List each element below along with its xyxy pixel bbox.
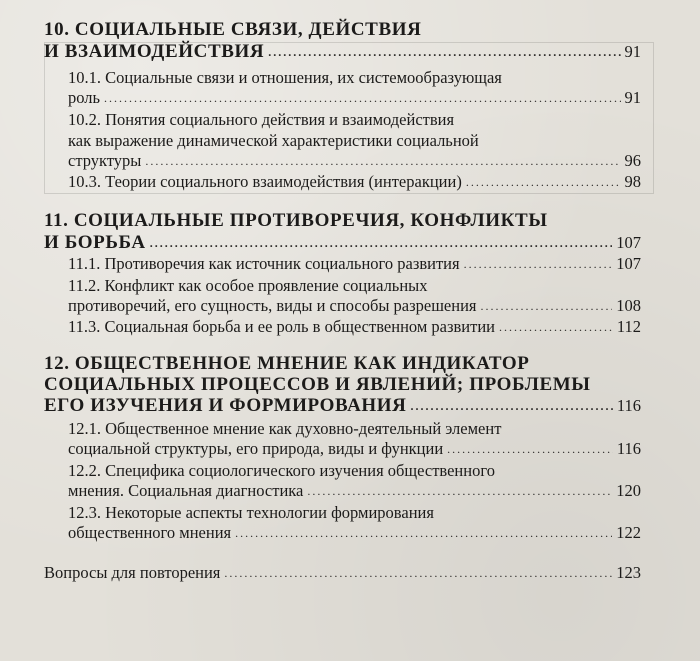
subsection-10-2-page: 96 xyxy=(624,151,641,170)
leader-dots xyxy=(466,175,621,190)
subsection-12-2-line-1: 12.2. Специфика социологического изучения общественного xyxy=(68,461,495,480)
subsection-10-1-row[interactable] xyxy=(68,88,641,108)
leader-dots xyxy=(307,484,612,499)
leader-dots xyxy=(224,566,612,581)
subsection-11-3-page: 112 xyxy=(616,317,641,336)
subsection-11-2-last-line: противоречий, его сущность, виды и способы разрешения xyxy=(68,296,477,315)
subsection-12-2-row[interactable] xyxy=(68,481,641,501)
subsection-10-2-line-2: как выражение динамической характеристики социальной xyxy=(68,131,479,150)
subsection-10-2-line-1: 10.2. Понятия социального действия и взаимодействия xyxy=(68,110,455,129)
section-12-title-line-1: 12. ОБЩЕСТВЕННОЕ МНЕНИЕ КАК ИНДИКАТОР xyxy=(44,353,530,374)
subsection-11-3-last-line: 11.3. Социальная борьба и ее роль в общественном развитии xyxy=(68,317,495,336)
subsection-10-2-row[interactable] xyxy=(68,151,641,171)
leader-dots xyxy=(268,45,620,60)
review-questions-label: Вопросы для повторения xyxy=(44,563,221,582)
subsection-11-2-line-1: 11.2. Конфликт как особое проявление социальных xyxy=(68,276,428,295)
section-11-title-line-2: И БОРЬБА xyxy=(44,232,146,253)
section-12-title-line-2: СОЦИАЛЬНЫХ ПРОЦЕССОВ И ЯВЛЕНИЙ; ПРОБЛЕМЫ xyxy=(44,374,591,395)
section-10-title-row[interactable] xyxy=(44,41,641,63)
section-11-page: 107 xyxy=(616,233,641,252)
leader-dots xyxy=(150,236,613,251)
subsection-12-2-last-line: мнения. Социальная диагностика xyxy=(68,481,304,500)
subsection-10-3-page: 98 xyxy=(624,172,641,191)
review-questions-row[interactable] xyxy=(44,563,641,583)
section-10-title-line-1: 10. СОЦИАЛЬНЫЕ СВЯЗИ, ДЕЙСТВИЯ xyxy=(44,19,422,40)
subsection-12-1-line-1: 12.1. Общественное мнение как духовно-деятельный элемент xyxy=(68,419,502,438)
subsection-11-1-row[interactable] xyxy=(68,254,641,274)
section-11-title-line-1: 11. СОЦИАЛЬНЫЕ ПРОТИВОРЕЧИЯ, КОНФЛИКТЫ xyxy=(44,210,548,231)
subsection-12-1-page: 116 xyxy=(616,439,641,458)
section-10-page: 91 xyxy=(624,42,641,61)
leader-dots xyxy=(411,399,613,414)
section-11-title-row[interactable] xyxy=(44,232,641,254)
leader-dots xyxy=(145,154,620,169)
subsection-12-3-line-1: 12.3. Некоторые аспекты технологии формирования xyxy=(68,503,434,522)
leader-dots xyxy=(235,526,612,541)
subsection-11-2-row[interactable] xyxy=(68,296,641,316)
subsection-10-1-last-line: роль xyxy=(68,88,101,107)
subsection-10-3-row[interactable] xyxy=(68,172,641,192)
subsection-12-1-row[interactable] xyxy=(68,439,641,459)
subsection-11-1-page: 107 xyxy=(616,254,641,273)
subsection-10-2-last-line: структуры xyxy=(68,151,142,170)
subsection-11-1-last-line: 11.1. Противоречия как источник социального развития xyxy=(68,254,460,273)
subsection-10-3-last-line: 10.3. Теории социального взаимодействия (интеракции) xyxy=(68,172,462,191)
subsection-12-3-row[interactable] xyxy=(68,523,641,543)
subsection-11-3-row[interactable] xyxy=(68,317,641,337)
leader-dots xyxy=(481,299,613,314)
subsection-12-1-last-line: социальной структуры, его природа, виды и функции xyxy=(68,439,444,458)
review-questions-page: 123 xyxy=(616,563,641,582)
section-12-page: 116 xyxy=(616,396,641,415)
leader-dots xyxy=(104,91,620,106)
section-10-title-line-2: И ВЗАИМОДЕЙСТВИЯ xyxy=(44,41,265,62)
subsection-12-3-last-line: общественного мнения xyxy=(68,523,232,542)
leader-dots xyxy=(447,442,613,457)
subsection-12-3-page: 122 xyxy=(616,523,641,542)
section-12-title-line-3: ЕГО ИЗУЧЕНИЯ И ФОРМИРОВАНИЯ xyxy=(44,395,407,416)
subsection-10-1-page: 91 xyxy=(624,88,641,107)
section-12-title-row[interactable] xyxy=(44,395,641,417)
leader-dots xyxy=(499,320,613,335)
subsection-12-2-page: 120 xyxy=(616,481,641,500)
subsection-11-2-page: 108 xyxy=(616,296,641,315)
leader-dots xyxy=(464,257,613,272)
subsection-10-1-line-1: 10.1. Социальные связи и отношения, их системообразующая xyxy=(68,68,502,87)
